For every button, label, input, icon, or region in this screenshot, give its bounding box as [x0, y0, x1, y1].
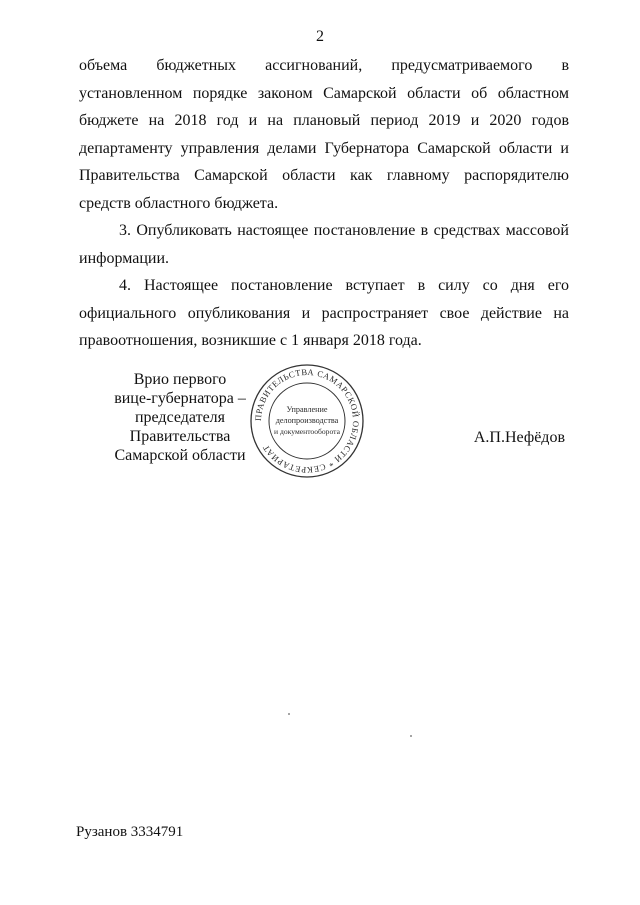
- paragraph-item-4: 4. Настоящее постановление вступает в силу со дня его официального опубликования и распространяет свое действие на правоотношения, возникшие с 1 января 2018 года.: [79, 277, 569, 349]
- executor-footer: Рузанов 3334791: [76, 824, 184, 840]
- signatory-title-line: Врио первого: [133, 371, 227, 388]
- page-number: 2: [316, 28, 324, 45]
- seal-ring-text: ПРАВИТЕЛЬСТВА САМАРСКОЙ ОБЛАСТИ * СЕКРЕТАРИАТ: [252, 366, 362, 476]
- paragraph-item-3: 3. Опубликовать настоящее постановление в средствах массовой информации.: [79, 222, 569, 267]
- scan-speck: [288, 713, 290, 715]
- seal-inner-line: Управление: [286, 405, 328, 414]
- signer-name: А.П.Нефёдов: [473, 429, 565, 446]
- seal-inner-line: и документооборота: [274, 427, 340, 436]
- signatory-title-line: вице-губернатора –: [114, 390, 246, 407]
- seal-icon: [248, 362, 366, 480]
- official-seal-stamp: [248, 362, 366, 480]
- signatory-title-line: Самарской области: [114, 447, 246, 464]
- seal-inner-line: делопроизводства: [275, 416, 339, 425]
- document-body: [79, 52, 569, 355]
- signatory-title-line: председателя Правительства: [129, 409, 231, 445]
- signatory-title: [90, 370, 270, 465]
- paragraph-continuation: объема бюджетных ассигнований, предусматриваемого в установленном порядке законом Самарской области об областном бюджете на 2018 год и на плановый период 2019 и 2020 годов департаменту управления делами Губернатора Самарской области и Правительства Самарской области как главному распорядителю средств областного бюджета.: [79, 57, 569, 212]
- scan-speck: [410, 735, 412, 737]
